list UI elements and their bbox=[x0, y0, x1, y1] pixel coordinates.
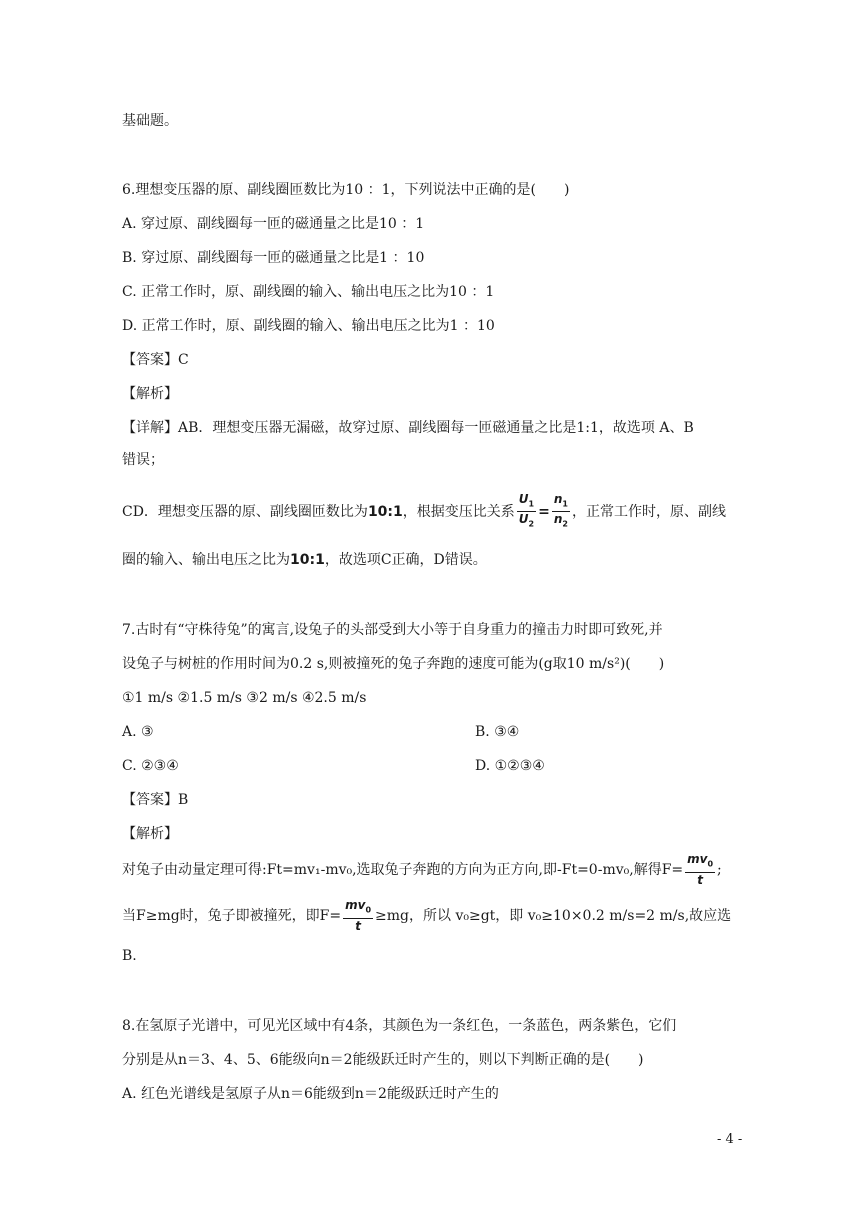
q6-answer: 【答案】C bbox=[122, 352, 189, 368]
q6-option-d: D. 正常工作时，原、副线圈的输入、输出电压之比为1 ：10 bbox=[122, 318, 495, 334]
q8-option-a: A. 红色光谱线是氢原子从n＝6能级到n＝2能级跃迁时产生的 bbox=[122, 1086, 499, 1102]
q6-cd-ratio-2: 10:1 bbox=[290, 552, 325, 568]
turns-ratio-fraction: $\frac{n_1}{n_2}$ bbox=[553, 492, 568, 529]
q7-stem-line2: 设兔子与树桩的作用时间为0.2 s,则被撞死的兔子奔跑的速度可能为(g取10 m/s²)( ) bbox=[122, 656, 665, 672]
q6-analysis-label: 【解析】 bbox=[122, 386, 178, 402]
q7-option-d: D. ①②③④ bbox=[475, 758, 545, 774]
q6-detail-line2: 错误； bbox=[122, 452, 164, 468]
momentum-over-time-fraction: $\frac{mv_0}{t}$ bbox=[687, 852, 714, 887]
q7-option-b: B. ③④ bbox=[475, 724, 520, 740]
q6-cd-line2-prefix: 圈的输入、输出电压之比为 bbox=[122, 552, 290, 568]
q6-detail-line1: 【详解】AB．理想变压器无漏磁，故穿过原、副线圈每一匝磁通量之比是1:1，故选项 A、B bbox=[122, 420, 694, 436]
q6-cd-prefix: CD．理想变压器的原、副线圈匝数比为 bbox=[122, 503, 368, 520]
intro-tail: 基础题。 bbox=[122, 113, 178, 129]
q7-choices: ①1 m/s ②1.5 m/s ③2 m/s ④2.5 m/s bbox=[122, 690, 367, 706]
q7-solution-line2 bbox=[122, 898, 731, 934]
page-number: - 4 - bbox=[717, 1132, 743, 1147]
q7-sol2-prefix: 当F≥mg时，兔子即被撞死，即F= bbox=[122, 908, 342, 924]
q6-cd-suffix: ，正常工作时，原、副线 bbox=[571, 503, 726, 520]
q7-answer: 【答案】B bbox=[122, 792, 189, 808]
q6-option-a: A. 穿过原、副线圈每一匝的磁通量之比是10 ：1 bbox=[122, 216, 425, 232]
q8-stem-line2: 分别是从n＝3、4、5、6能级向n＝2能级跃迁时产生的，则以下判断正确的是( ) bbox=[122, 1052, 644, 1068]
q8-stem-line1: 8.在氢原子光谱中，可见光区域中有4条，其颜色为一条红色，一条蓝色，两条紫色，它们 bbox=[122, 1018, 677, 1034]
q7-sol2-suffix: ≥mg，所以 v₀≥gt，即 v₀≥10×0.2 m/s=2 m/s,故应选 bbox=[375, 908, 732, 924]
q7-analysis-label: 【解析】 bbox=[122, 826, 178, 842]
q7-solution-line1: 对兔子由动量定理可得:Ft=mv₁-mv₀,选取兔子奔跑的方向为正方向,即-Ft=0-mv₀,解得F= $\frac{mv_0}{t}$ ; bbox=[122, 852, 722, 887]
q7-stem-line1: 7.古时有“守株待兔”的寓言,设兔子的头部受到大小等于自身重力的撞击力时即可致死,并 bbox=[122, 622, 663, 638]
momentum-over-time-fraction-2: $\frac{mv_0}{t}$ bbox=[345, 898, 372, 933]
q7-option-a: A. ③ bbox=[122, 724, 154, 740]
q6-option-b: B. 穿过原、副线圈每一匝的磁通量之比是1 ：10 bbox=[122, 250, 425, 266]
q7-option-c: C. ②③④ bbox=[122, 758, 179, 774]
q6-cd-mid: ，根据变压比关系 bbox=[402, 503, 515, 520]
q6-option-c: C. 正常工作时，原、副线圈的输入、输出电压之比为10 ：1 bbox=[122, 284, 495, 300]
q6-cd-line2 bbox=[122, 550, 487, 570]
q6-cd-line2-suffix: ，故选项C正确，D错误。 bbox=[324, 552, 487, 568]
voltage-ratio-fraction: $\frac{U_1}{U_2}$ bbox=[518, 492, 535, 529]
q6-cd-line1: CD．理想变压器的原、副线圈匝数比为10:1，根据变压比关系 $\frac{U_1}{U_2}$ = $\frac{n_1}{n_2}$ ，正常工作时，原、副线 bbox=[122, 492, 726, 532]
q7-sol1-text: 对兔子由动量定理可得:Ft=mv₁-mv₀,选取兔子奔跑的方向为正方向,即-Ft=0-mv₀,解得F= bbox=[122, 862, 684, 878]
q6-stem: 6.理想变压器的原、副线圈匝数比为10 ：1，下列说法中正确的是( ) bbox=[122, 182, 570, 198]
q6-cd-ratio: 10:1 bbox=[367, 503, 403, 520]
q7-solution-line3: B. bbox=[122, 948, 137, 964]
